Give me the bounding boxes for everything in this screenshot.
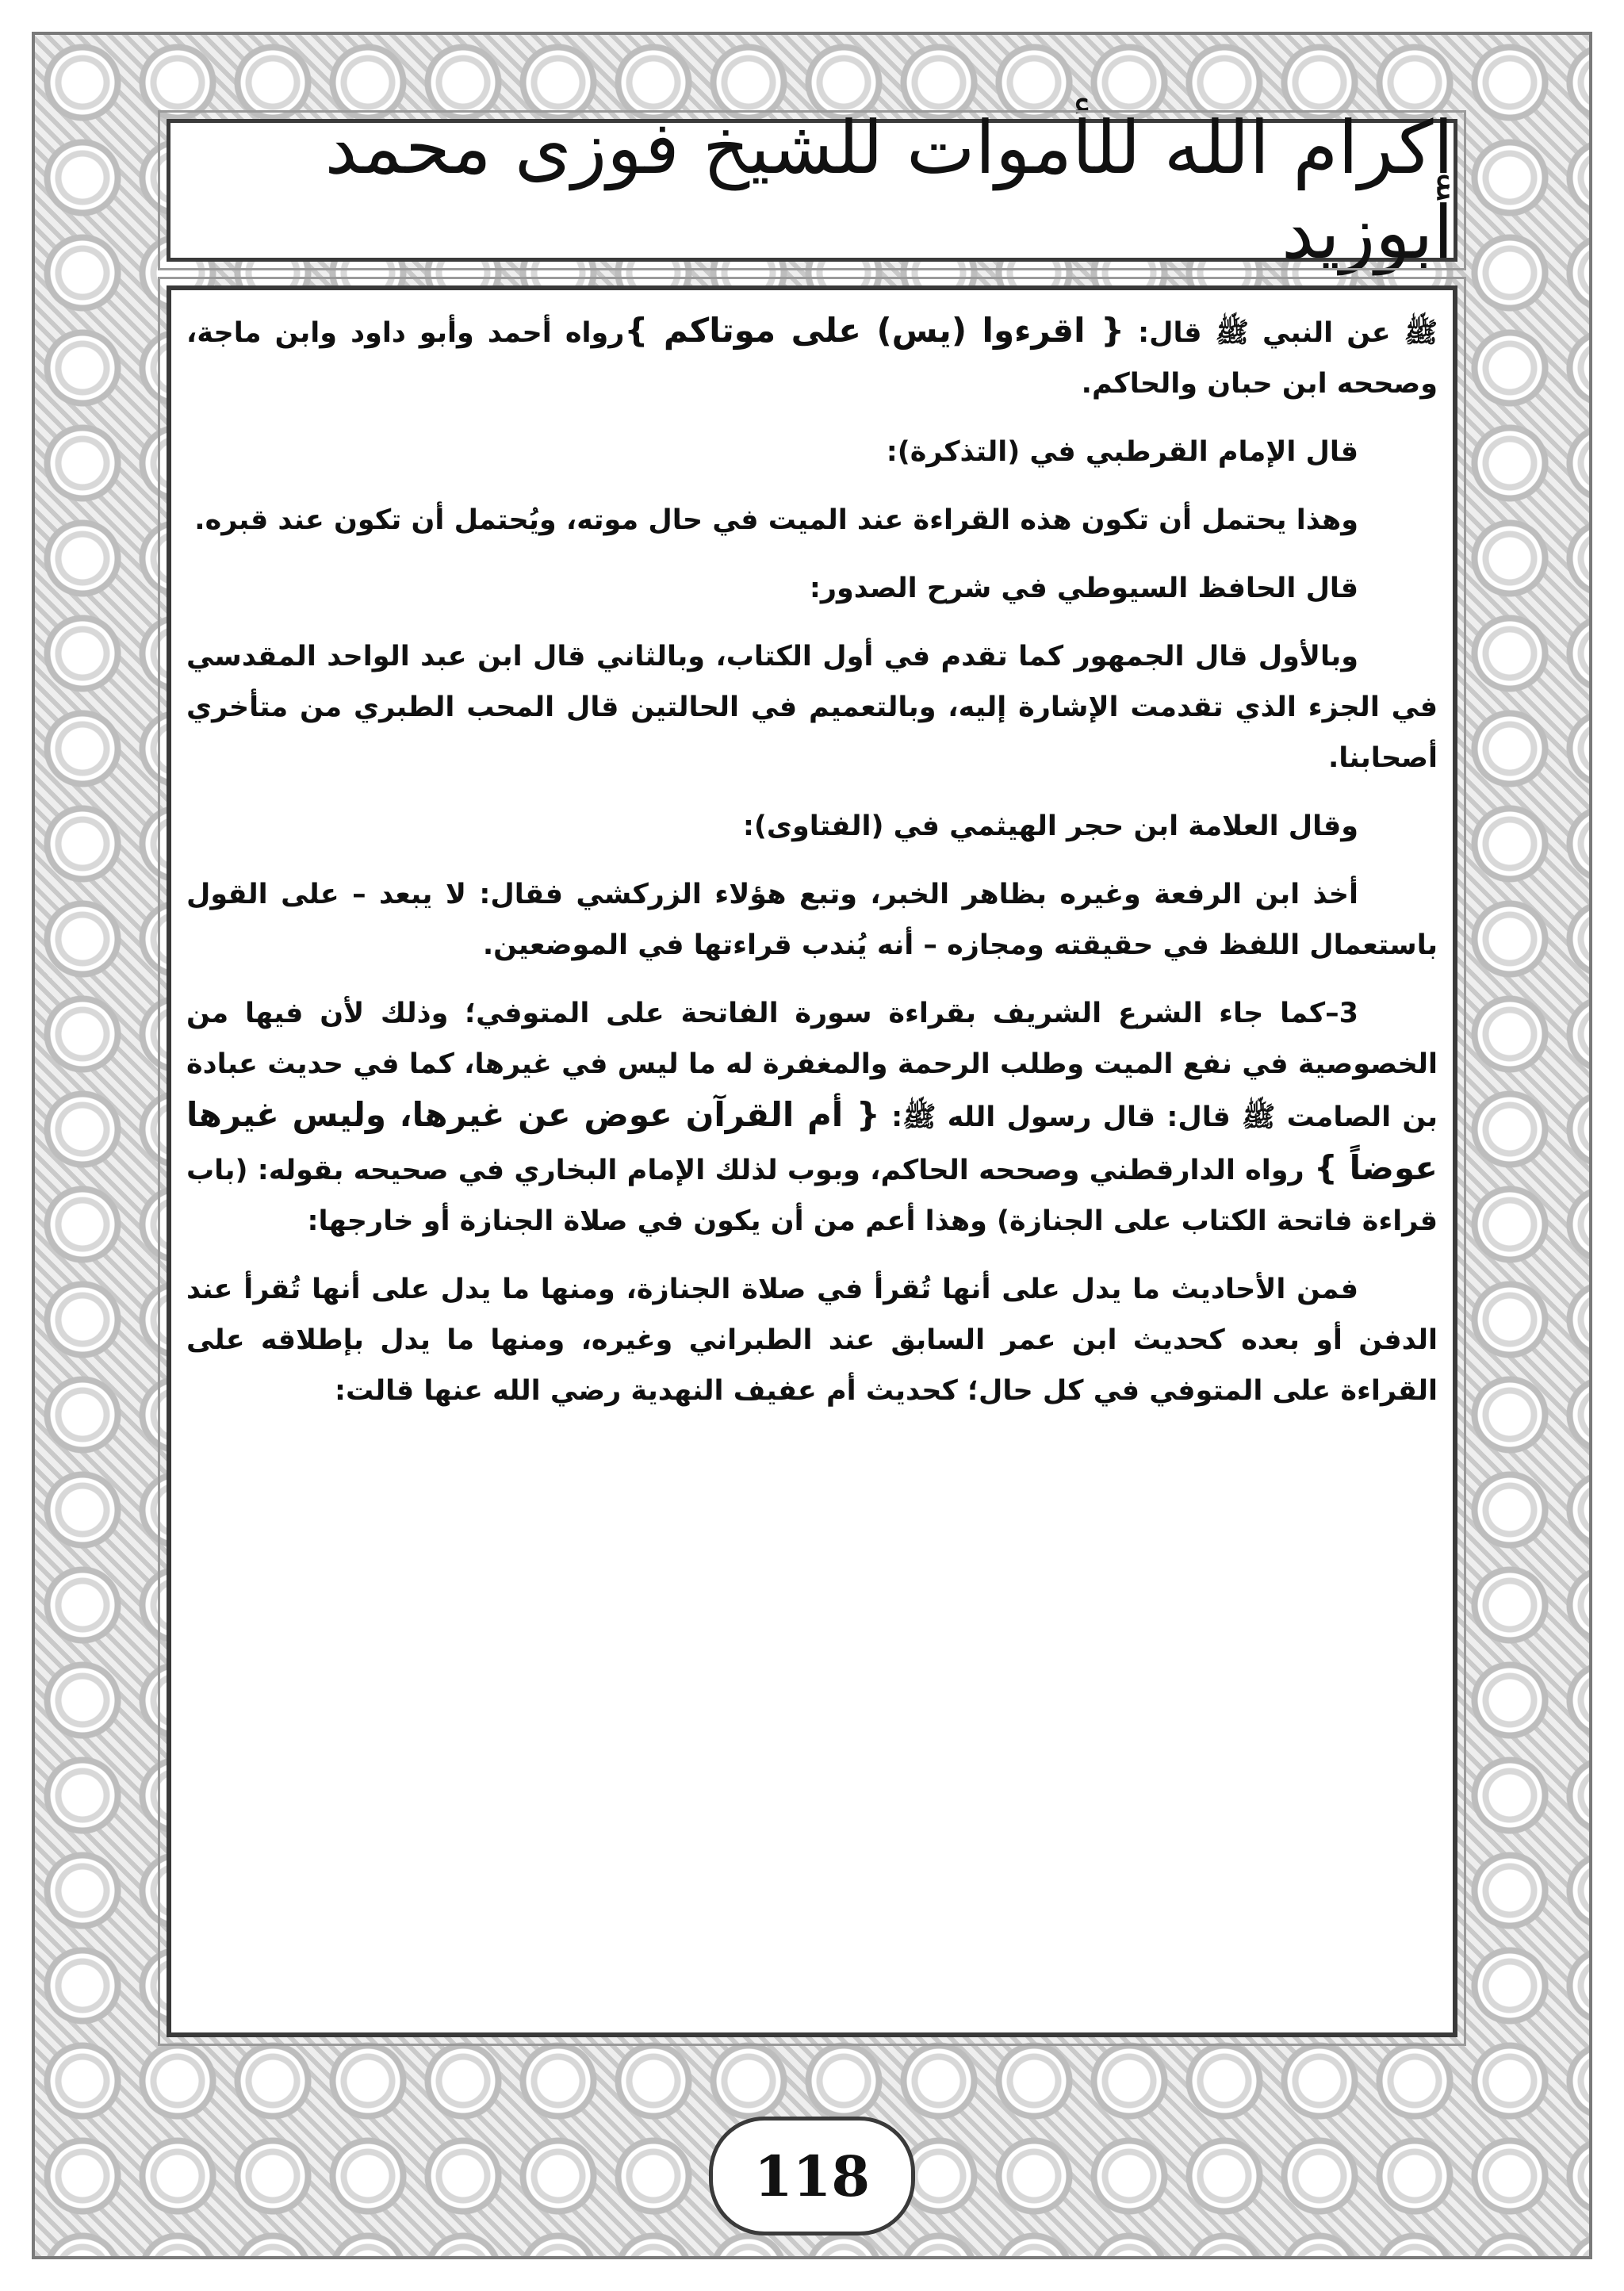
- paragraph-8: [186, 988, 1438, 1247]
- paragraph-6: وقال العلامة ابن حجر الهيثمي في (الفتاوى):: [742, 810, 1358, 842]
- page-number: 118: [753, 2143, 871, 2209]
- page-number-badge: [709, 2117, 915, 2235]
- paragraph-1-intro: ﷺ عن النبي ﷺ قال:: [1124, 317, 1438, 349]
- paragraph-2: قال الإمام القرطبي في (التذكرة):: [886, 436, 1358, 468]
- paragraph-9: فمن الأحاديث ما يدل على أنها تُقرأ في صلاة الجنازة، ومنها ما يدل على أنها تُقرأ عند الدفن أو بعده كحديث ابن عمر السابق عند الطبراني وغيره، ومنها ما يدل بإطلاقه على القراءة على المتوفي في كل حال؛ كحديث أم عفيف النهدية رضي الله عنها قالت:: [186, 1274, 1438, 1407]
- page-body: [186, 305, 1438, 1434]
- hadith-quote-1: { اقرءوا (يس) على موتاكم }: [624, 311, 1124, 350]
- paragraph-4: قال الحافظ السيوطي في شرح الصدور:: [809, 573, 1358, 604]
- hadith-quote-2: { أم القرآن عوض عن غيرها، وليس غيرها عوضاً }: [186, 1095, 1438, 1187]
- paragraph-3: وهذا يحتمل أن تكون هذه القراءة عند الميت في حال موته، ويُحتمل أن تكون عند قبره.: [194, 504, 1358, 536]
- paragraph-1-source: رواه أحمد وأبو داود وابن ماجة، وصححه ابن حبان والحاكم.: [186, 317, 1438, 400]
- paragraph-8-rest: رواه الدارقطني وصححه الحاكم، وبوب لذلك الإمام البخاري في صحيحه بقوله: (باب قراءة فاتحة الكتاب على الجنازة) وهذا أعم من أن يكون في صلاة الجنازة أو خارجها:: [186, 1155, 1438, 1237]
- paragraph-7: أخذ ابن الرفعة وغيره بظاهر الخبر، وتبع هؤلاء الزركشي فقال: لا يبعد – على القول باستعمال اللفظ في حقيقته ومجازه – أنه يُندب قراءتها في الموضعين.: [186, 879, 1438, 961]
- header-banner: [167, 105, 1457, 275]
- paragraph-8-intro: 3–كما جاء الشرع الشريف بقراءة سورة الفاتحة على المتوفي؛ وذلك لأن فيها من الخصوصية في نفع الميت وطلب الرحمة والمغفرة له ما ليس في غيرها، كما في حديث عبادة بن الصامت ﷺ قال: قال رسول الله ﷺ:: [186, 998, 1438, 1133]
- paragraph-5: وبالأول قال الجمهور كما تقدم في أول الكتاب، وبالثاني قال ابن عبد الواحد المقدسي في الجزء الذي تقدمت الإشارة إليه، وبالتعميم في الحالتين قال المحب الطبري من متأخري أصحابنا.: [186, 641, 1438, 774]
- paragraph-1: [186, 305, 1438, 409]
- page-title: إكرام الله للأموات للشيخ فوزى محمد أبوزيد: [324, 105, 1454, 275]
